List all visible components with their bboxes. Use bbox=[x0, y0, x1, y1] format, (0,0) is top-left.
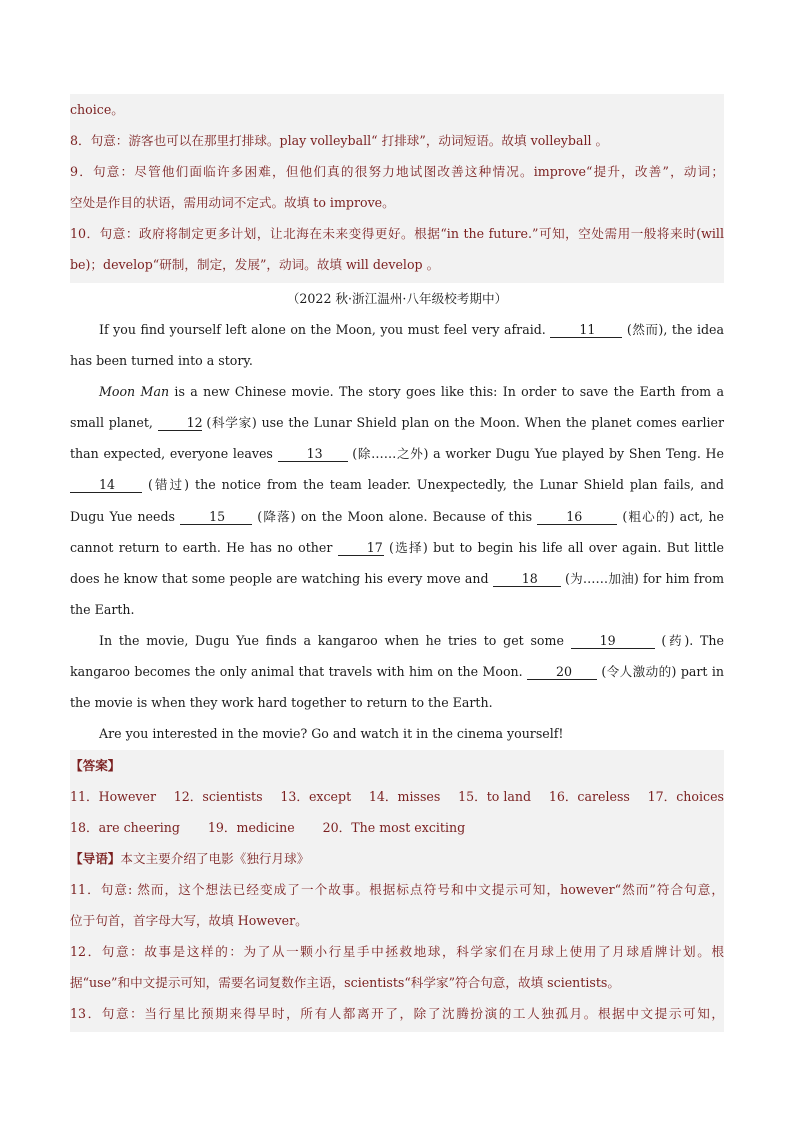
blank-11[interactable]: 11 bbox=[550, 323, 622, 338]
answer-heading: 【答案】 bbox=[70, 758, 121, 773]
passage-paragraph-2 bbox=[70, 376, 724, 625]
explanation-line: choice。 bbox=[70, 102, 124, 117]
answer-item: 14．misses bbox=[368, 789, 441, 804]
answer-item: 20．The most exciting bbox=[322, 820, 466, 835]
explanation-line: 9．句意：尽管他们面临许多困难，但他们真的很努力地试图改善这种情况。improve“提升，改善”，动词； bbox=[70, 164, 724, 179]
answer-item: 13．except bbox=[280, 789, 352, 804]
explanation-line: 位于句首，首字母大写，故填 However。 bbox=[70, 913, 308, 928]
explanation-line: 据“use”和中文提示可知，需要名词复数作主语，scientists“科学家”符合句意，故填 scientists。 bbox=[70, 975, 620, 990]
blank-19[interactable]: 19 bbox=[571, 634, 655, 649]
movie-title: Moon Man bbox=[99, 384, 170, 400]
passage-text: (选择) but to begin his life all over again. But little does he know that some people are watching his every move and bbox=[70, 539, 725, 586]
passage-paragraph-4: Are you interested in the movie? Go and watch it in the cinema yourself! bbox=[99, 726, 564, 742]
passage-text: (然而), the idea has been turned into a story. bbox=[70, 322, 725, 369]
guide-text: 本文主要介绍了电影《独行月球》 bbox=[120, 851, 310, 866]
passage-text: In the movie, Dugu Yue finds a kangaroo when he tries to get some bbox=[99, 632, 571, 648]
exam-source: （2022 秋·浙江温州·八年级校考期中） bbox=[286, 291, 508, 306]
answer-item: 19．medicine bbox=[207, 820, 295, 835]
answer-item: 12．scientists bbox=[173, 789, 263, 804]
explanation-line: 8．句意：游客也可以在那里打排球。play volleyball“ 打排球”，动词短语。故填 volleyball 。 bbox=[70, 133, 609, 148]
answer-item: 17．choices bbox=[647, 789, 724, 804]
explanation-line: 10．句意：政府将制定更多计划，让北海在未来变得更好。根据“in the future.”可知，空处需用一般将来时(will bbox=[70, 226, 724, 241]
blank-20[interactable]: 20 bbox=[527, 665, 597, 680]
passage-text: (错过) the notice from the team leader. Unexpectedly, the Lunar Shield plan fails, and Dugu Yue needs bbox=[70, 477, 724, 524]
explanation-line: 12．句意：故事是这样的：为了从一颗小行星手中拯救地球，科学家们在月球上使用了月球盾牌计划。根 bbox=[70, 944, 724, 959]
passage-text: is a new Chinese movie. The story goes like this: In order to save the Earth from a small planet, bbox=[70, 384, 724, 431]
blank-16[interactable]: 16 bbox=[537, 510, 617, 525]
passage-text: (为……加油) for him from the Earth. bbox=[70, 570, 725, 617]
answer-row-2 bbox=[70, 812, 724, 843]
passage-paragraph-1 bbox=[70, 314, 724, 376]
passage-text: (降落) on the Moon alone. Because of this bbox=[252, 508, 538, 524]
passage-text: (粗心的) act, he cannot return to earth. He has no other bbox=[70, 508, 725, 555]
explanation-line: 13．句意：当行星比预期来得早时，所有人都离开了，除了沈腾扮演的工人独孤月。根据中文提示可知， bbox=[70, 1006, 724, 1021]
passage-paragraph-3 bbox=[70, 625, 724, 718]
explanation-line: 空处是作目的状语，需用动词不定式。故填 to improve。 bbox=[70, 195, 395, 210]
passage-text: (科学家) use the Lunar Shield plan on the Moon. When the planet comes earlier than expected, everyone leaves bbox=[70, 415, 724, 462]
guide-label: 【导语】 bbox=[70, 851, 121, 866]
guide-line bbox=[70, 843, 724, 874]
explanation-line: be)；develop“研制，制定，发展”，动词。故填 will develop 。 bbox=[70, 257, 440, 272]
previous-answer-explanations bbox=[70, 94, 724, 283]
cloze-passage bbox=[70, 314, 724, 749]
passage-text: (药). The kangaroo becomes the only animal that travels with him on the Moon. bbox=[70, 632, 724, 680]
answer-item: 15．to land bbox=[458, 789, 532, 804]
blank-12[interactable]: 12 bbox=[158, 416, 202, 431]
blank-15[interactable]: 15 bbox=[180, 510, 252, 525]
answer-item: 16．careless bbox=[548, 789, 630, 804]
explanation-line: 11．句意: 然而，这个想法已经变成了一个故事。根据标点符号和中文提示可知，however“然而”符合句意， bbox=[70, 882, 724, 897]
answer-item: 18．are cheering bbox=[70, 820, 180, 835]
answer-section bbox=[70, 750, 724, 1032]
blank-17[interactable]: 17 bbox=[338, 541, 384, 556]
passage-text: (令人激动的) part in the movie is when they work hard together to return to the Earth. bbox=[70, 664, 724, 711]
blank-13[interactable]: 13 bbox=[278, 447, 348, 462]
passage-text: (除……之外) a worker Dugu Yue played by Shen Teng. He bbox=[347, 446, 724, 462]
passage-text: If you find yourself left alone on the Moon, you must feel very afraid. bbox=[99, 322, 551, 337]
answer-row-1 bbox=[70, 781, 724, 812]
answer-item: 11．However bbox=[70, 789, 157, 804]
blank-14[interactable]: 14 bbox=[70, 478, 142, 493]
blank-18[interactable]: 18 bbox=[493, 572, 561, 587]
